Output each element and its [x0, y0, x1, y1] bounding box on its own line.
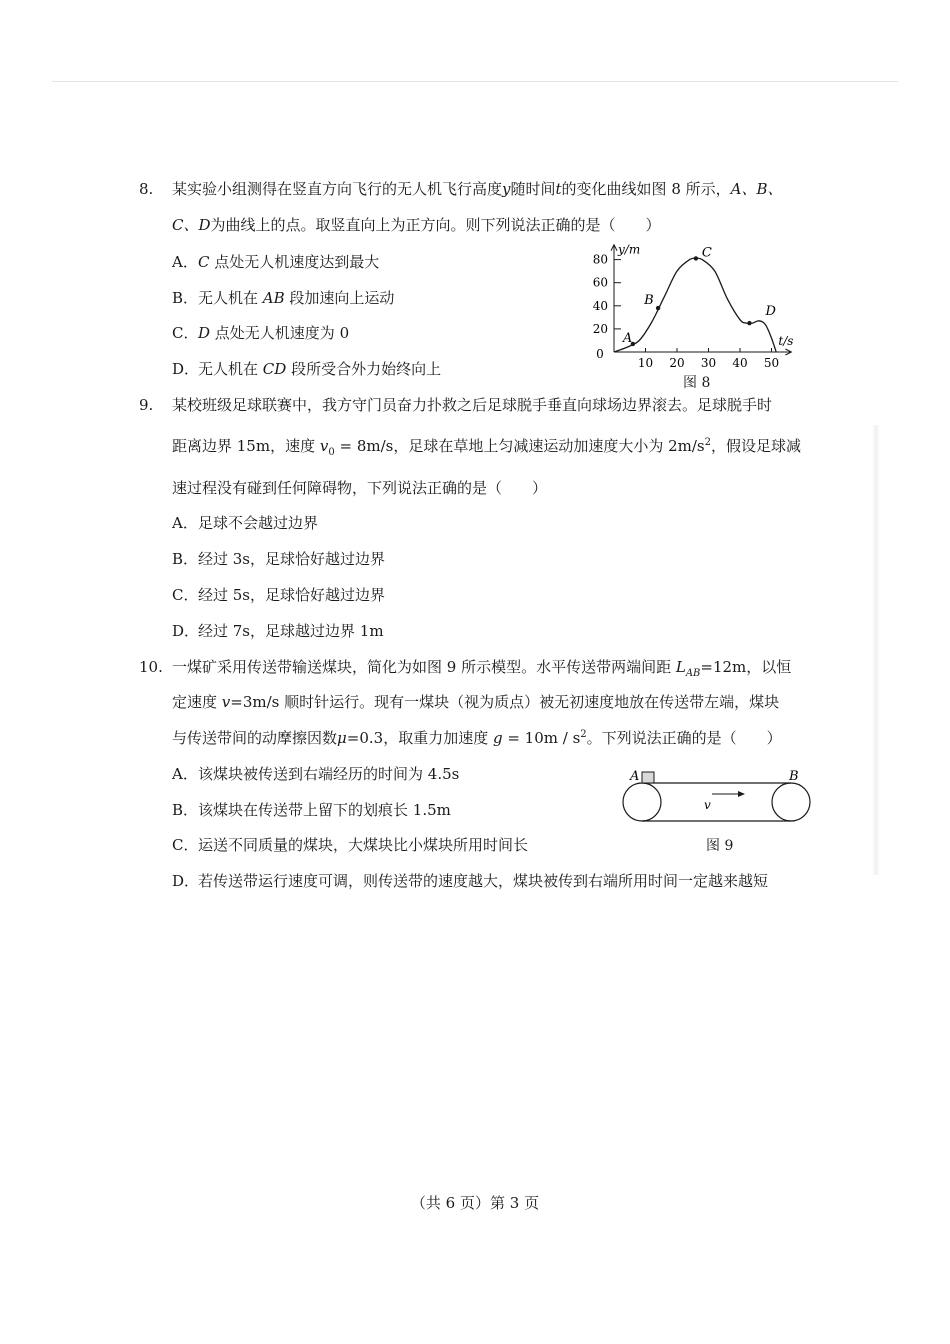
option-d[interactable]: D．无人机在 CD 段所受合外力始终向上 — [172, 360, 442, 378]
option-d[interactable]: D．经过 7s，足球越过边界 1m — [172, 622, 384, 640]
x-tick-label: 10 — [637, 356, 654, 370]
question-number: 8. — [139, 180, 154, 198]
question-stem-line: 某实验小组测得在竖直方向飞行的无人机飞行高度y随时间t的变化曲线如图 8 所示，A、B、 — [172, 180, 783, 198]
x-axis-label: t/s — [778, 334, 794, 348]
y-axis-label: y/m — [618, 242, 641, 257]
x-tick-label: 20 — [669, 356, 685, 370]
x-tick-label: 40 — [732, 356, 748, 370]
option-b[interactable]: B．该煤块在传送带上留下的划痕长 1.5m — [172, 801, 451, 819]
question-stem-line: 速过程没有碰到任何障碍物，下列说法正确的是（ ） — [172, 479, 548, 497]
option-a[interactable]: A．该煤块被传送到右端经历的时间为 4.5s — [172, 765, 460, 783]
chart-point-label: D — [765, 304, 776, 320]
x-tick-label: 50 — [763, 356, 780, 370]
figure-caption: 图 8 — [683, 375, 711, 391]
chart-point-label: C — [701, 245, 712, 261]
option-a[interactable]: A．C 点处无人机速度达到最大 — [172, 253, 380, 271]
chart-point-label: B — [644, 293, 654, 309]
question-stem-line: C、D为曲线上的点。取竖直向上为正方向。则下列说法正确的是（ ） — [172, 216, 661, 234]
y-tick-label: 20 — [592, 321, 608, 336]
option-b[interactable]: B．经过 3s，足球恰好越过边界 — [172, 550, 386, 568]
question-number: 10. — [139, 658, 163, 676]
option-a[interactable]: A．足球不会越过边界 — [172, 514, 319, 532]
y-tick-label: 40 — [592, 298, 608, 313]
origin-label: 0 — [596, 347, 604, 361]
left-pulley — [623, 783, 661, 821]
y-tick-label: 80 — [592, 252, 608, 267]
header-divider — [52, 81, 898, 82]
option-c[interactable]: C．D 点处无人机速度为 0 — [172, 324, 350, 342]
option-c[interactable]: C．经过 5s，足球恰好越过边界 — [172, 586, 386, 604]
arrowhead-icon — [738, 791, 745, 797]
chart-series-line — [614, 258, 776, 352]
question-stem-line: 距离边界 15m，速度 $v_0 = 8m/s$，足球在草地上匀减速运动加速度大小为 $2m/s^2$，假设足球减 — [172, 437, 802, 458]
figure-9-conveyor — [620, 766, 816, 824]
page-footer: （共 6 页）第 3 页 — [410, 1194, 540, 1212]
coal-block — [642, 772, 654, 783]
chart-marks — [622, 245, 777, 346]
question-stem-line: 定速度 v=3m/s 顺时针运行。现有一煤块（视为质点）被无初速度地放在传送带左端，煤块 — [172, 693, 780, 711]
option-b[interactable]: B．无人机在 AB 段加速向上运动 — [172, 289, 395, 307]
chart-axes — [593, 243, 794, 370]
chart-point-d — [747, 321, 751, 325]
option-d[interactable]: D．若传送带运行速度可调，则传送带的速度越大，煤块被传到右端所用时间一定越来越短 — [172, 872, 769, 890]
label-b: B — [789, 769, 799, 784]
label-a: A — [630, 769, 640, 784]
label-v: v — [704, 798, 711, 812]
option-c[interactable]: C．运送不同质量的煤块，大煤块比小煤块所用时间长 — [172, 836, 529, 854]
y-tick-label: 60 — [592, 275, 608, 290]
chart-point-label: A — [622, 330, 633, 346]
question-stem-line: 与传送带间的动摩擦因数μ=0.3，取重力加速度 $g = 10m / s^2$。下列说法正确的是（ ） — [172, 729, 782, 747]
question-stem-line: 某校班级足球联赛中，我方守门员奋力扑救之后足球脱手垂直向球场边界滚去。足球脱手时 — [172, 396, 773, 414]
figure-caption: 图 9 — [706, 838, 734, 854]
right-pulley — [772, 783, 810, 821]
x-tick-label: 30 — [700, 356, 717, 370]
chart-point-b — [656, 306, 660, 310]
scan-shadow — [872, 425, 880, 875]
figure-8-chart — [578, 236, 814, 372]
question-number: 9. — [139, 396, 154, 414]
chart-point-c — [694, 256, 698, 260]
question-stem-line: 一煤矿采用传送带输送煤块，简化为如图 9 所示模型。水平传送带两端间距 $L_{AB}=12m$，以恒 — [172, 658, 792, 679]
